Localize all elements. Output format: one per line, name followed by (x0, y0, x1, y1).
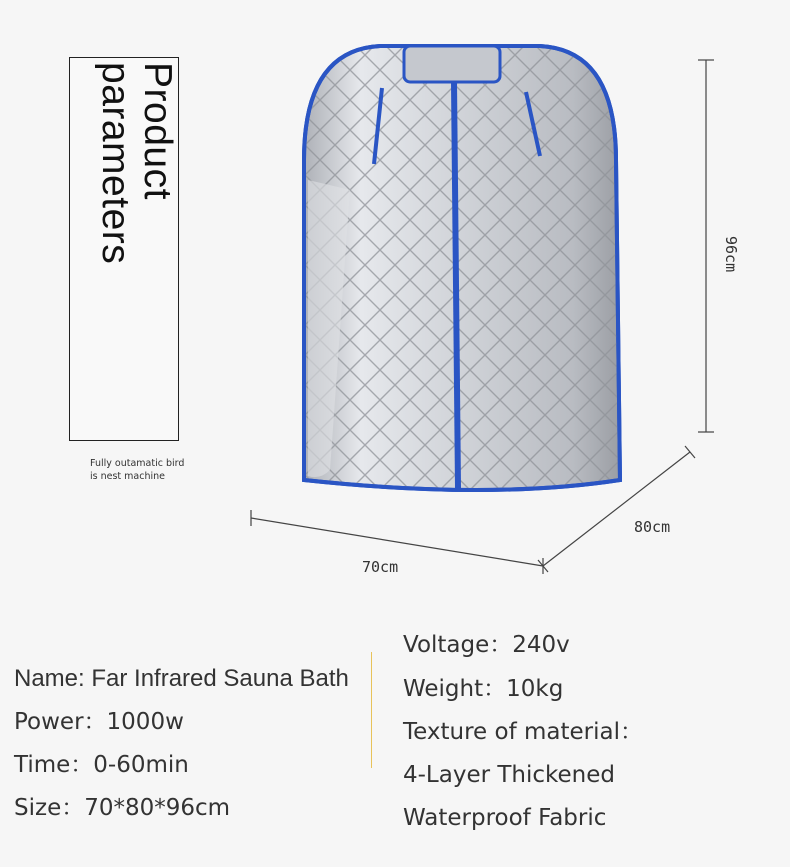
spec-weight: Weight：10kg (403, 676, 564, 702)
title-line-1: Product (136, 62, 179, 200)
spec-material-label: Texture of material： (403, 719, 643, 745)
width-label: 70cm (362, 558, 399, 576)
spec-power: Power：1000w (14, 709, 184, 735)
spec-name: Name: Far Infrared Sauna Bath (14, 665, 349, 692)
spec-divider (371, 652, 372, 768)
spec-voltage: Voltage：240v (403, 632, 570, 658)
spec-size: Size：70*80*96cm (14, 795, 231, 821)
spec-material-line2: Waterproof Fabric (403, 805, 607, 831)
spec-material-line1: 4-Layer Thickened (403, 762, 616, 788)
depth-label: 80cm (634, 518, 671, 536)
product-subtitle: Fully outamatic bird is nest machine (90, 458, 185, 482)
height-label: 96cm (722, 236, 740, 273)
spec-time: Time：0-60min (14, 752, 189, 778)
title-line-2: parameters (94, 62, 137, 265)
